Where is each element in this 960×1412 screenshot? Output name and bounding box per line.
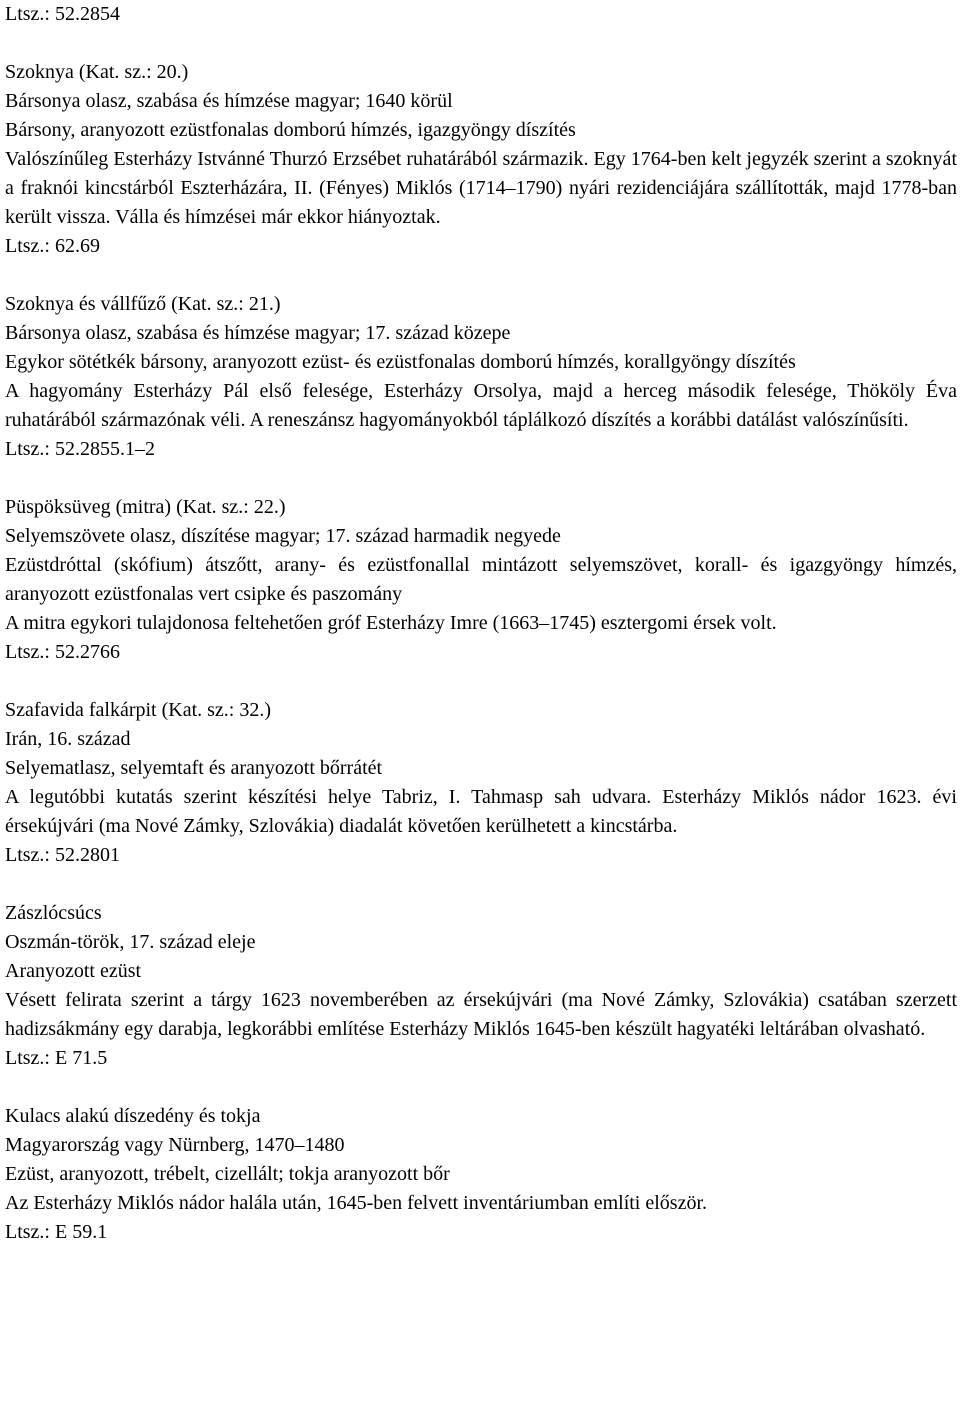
entry-title: Szafavida falkárpit (Kat. sz.: 32.) <box>5 699 272 721</box>
spacer <box>5 1073 957 1102</box>
entry-title: Szoknya és vállfűző (Kat. sz.: 21.) <box>5 293 281 315</box>
entry-origin: Oszmán-török, 17. század eleje <box>5 931 256 953</box>
entry-material: Selyematlasz, selyemtaft és aranyozott bőrrátét <box>5 757 383 779</box>
entry-origin: Irán, 16. század <box>5 728 131 750</box>
entry-description: Vésett felirata szerint a tárgy 1623 novemberében az érsekújvári (ma Nové Zámky, Szlovákia) csatában szerzett hadizsákmány egy darabja, legkorábbi említése Esterházy Miklós 1645-ben készült hagyatéki leltárában olvasható. <box>5 989 957 1040</box>
catalog-entry <box>5 290 957 464</box>
entry-description: Az Esterházy Miklós nádor halála után, 1645-ben felvett inventáriumban említi először. <box>5 1192 708 1214</box>
entry-inventory-number: Ltsz.: 52.2801 <box>5 844 120 866</box>
catalog-entry <box>5 493 957 667</box>
entry-origin: Magyarország vagy Nürnberg, 1470–1480 <box>5 1134 345 1156</box>
entry-material: Bársony, aranyozott ezüstfonalas domború hímzés, igazgyöngy díszítés <box>5 119 576 141</box>
entry-description: A legutóbbi kutatás szerint készítési helye Tabriz, I. Tahmasp sah udvara. Esterházy Miklós nádor 1623. évi érsekújvári (ma Nové Zámky, Szlovákia) diadalát követően kerülhetett a kincstárba. <box>5 786 957 837</box>
entry-material: Egykor sötétkék bársony, aranyozott ezüst- és ezüstfonalas domború hímzés, korallgyöngy díszítés <box>5 351 796 373</box>
entry-inventory-number: Ltsz.: 62.69 <box>5 235 100 257</box>
entry-inventory-number: Ltsz.: E 59.1 <box>5 1221 108 1243</box>
entry-description: Valószínűleg Esterházy Istvánné Thurzó Erzsébet ruhatárából származik. Egy 1764-ben kelt jegyzék szerint a szoknyát a fraknói kincstárból Eszterházára, II. (Fényes) Miklós (1714–1790) nyári rezidenciájára szállították, majd 1778-ban került vissza. Válla és hímzései már ekkor hiányoztak. <box>5 148 957 228</box>
inventory-number: Ltsz.: 52.2854 <box>5 3 120 25</box>
catalog-entry <box>5 1102 957 1247</box>
entry-origin: Bársonya olasz, szabása és hímzése magyar; 1640 körül <box>5 90 453 112</box>
spacer <box>5 29 957 58</box>
entry-title: Zászlócsúcs <box>5 902 102 924</box>
entry-material: Ezüstdróttal (skófium) átszőtt, arany- és ezüstfonallal mintázott selyemszövet, korall- és igazgyöngy hímzés, aranyozott ezüstfonalas vert csipke és paszomány <box>5 554 957 605</box>
catalog-entry <box>5 899 957 1073</box>
document-page <box>5 0 957 1247</box>
spacer <box>5 667 957 696</box>
entry-title: Kulacs alakú díszedény és tokja <box>5 1105 261 1127</box>
entry-inventory-number: Ltsz.: E 71.5 <box>5 1047 108 1069</box>
entry-material: Ezüst, aranyozott, trébelt, cizellált; tokja aranyozott bőr <box>5 1163 450 1185</box>
spacer <box>5 870 957 899</box>
spacer <box>5 261 957 290</box>
entry-inventory-number: Ltsz.: 52.2855.1–2 <box>5 438 155 460</box>
entry-title: Szoknya (Kat. sz.: 20.) <box>5 61 189 83</box>
spacer <box>5 464 957 493</box>
catalog-entry <box>5 58 957 261</box>
entry-title: Püspöksüveg (mitra) (Kat. sz.: 22.) <box>5 496 286 518</box>
entry-origin: Bársonya olasz, szabása és hímzése magyar; 17. század közepe <box>5 322 511 344</box>
catalog-entry <box>5 696 957 870</box>
entry-description: A mitra egykori tulajdonosa feltehetően gróf Esterházy Imre (1663–1745) esztergomi érsek volt. <box>5 612 777 634</box>
entry-description: A hagyomány Esterházy Pál első felesége, Esterházy Orsolya, majd a herceg második felesége, Thököly Éva ruhatárából származónak véli. A reneszánsz hagyományokból táplálkozó díszítés a korábbi datálást valószínűsíti. <box>5 380 957 431</box>
entry-inventory-number: Ltsz.: 52.2766 <box>5 641 120 663</box>
entry-material: Aranyozott ezüst <box>5 960 142 982</box>
entry-origin: Selyemszövete olasz, díszítése magyar; 17. század harmadik negyede <box>5 525 561 547</box>
